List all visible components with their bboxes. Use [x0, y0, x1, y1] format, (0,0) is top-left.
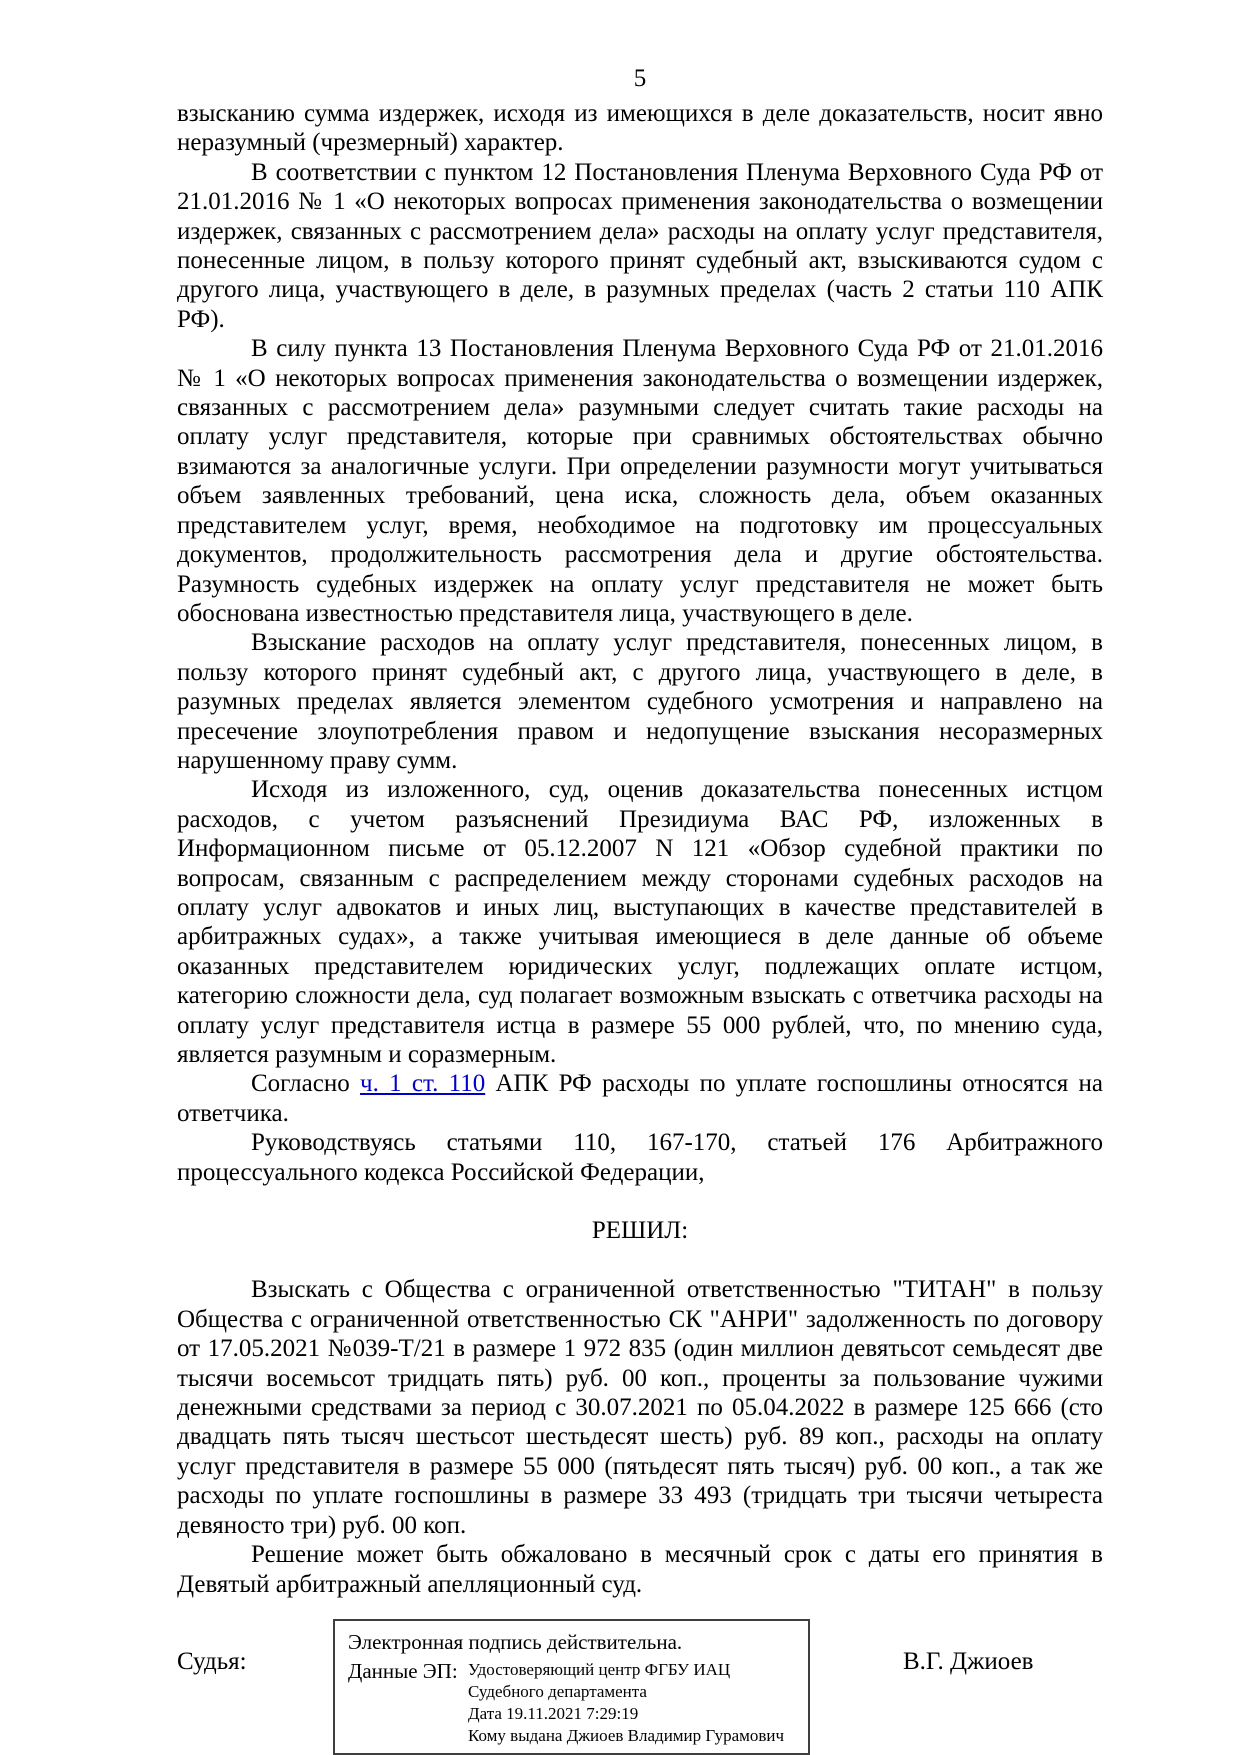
paragraph-costs-excessive: взысканию сумма издержек, исходя из имеющихся в деле доказательств, носит явно неразумный (чрезмерный) характер.	[177, 100, 1103, 157]
paragraph-resolution-award: Взыскать с Общества с ограниченной ответственностью "ТИТАН" в пользу Общества с ограниченной ответственностью СК "АНРИ" задолженность по договору от 17.05.2021 №039-Т/21 в размере 1 972 835 (один миллион девятьсот семьдесят две тысячи восемьсот тридцать пять) руб. 00 коп., проценты за пользование чужими денежными средствами за период с 30.07.2021 по 05.04.2022 в размере 125 666 (сто двадцать пять тысяч шестьсот шестьдесят шесть) руб. 89 коп., расходы на оплату услуг представителя в размере 55 000 (пятьдесят пять тысяч) руб. 00 коп., а так же расходы по уплате госпошлины в размере 33 493 (тридцать три тысячи четыреста девяносто три) руб. 00 коп.	[177, 1276, 1103, 1539]
paragraph-appeal-term: Решение может быть обжаловано в месячный срок с даты его принятия в Девятый арбитражный апелляционный суд.	[177, 1541, 1103, 1598]
statute-link-ch1-st110[interactable]: ч. 1 ст. 110	[360, 1070, 486, 1098]
paragraph-recovery-discretion: Взыскание расходов на оплату услуг представителя, понесенных лицом, в пользу которого принят судебный акт, с другого лица, участвующего в деле, в разумных пределах является элементом судебного усмотрения и направлено на пресечение злоупотребления правом и недопущение взыскания несоразмерных нарушенному праву сумм.	[177, 629, 1103, 774]
paragraph-statute-costs	[177, 1069, 1103, 1128]
stamp-details	[468, 1659, 798, 1747]
paragraph-plenum-point-12: В соответствии с пунктом 12 Постановления Пленума Верховного Суда РФ от 21.01.2016 № 1 «О некоторых вопросах применения законодательства о возмещении издержек, связанных с рассмотрением дела» расходы на оплату услуг представителя, понесенные лицом, в пользу которого принят судебный акт, взыскиваются судом с другого лица, участвующего в деле, в разумных пределах (часть 2 статьи 110 АПК РФ).	[177, 158, 1103, 333]
statute-paragraph-suffix: АПК РФ расходы по уплате госпошлины относятся на ответчика.	[177, 1070, 1103, 1127]
stamp-date: Дата 19.11.2021 7:29:19	[468, 1703, 639, 1723]
paragraph-guided-by: Руководствуясь статьями 110, 167-170, статьей 176 Арбитражного процессуального кодекса Российской Федерации,	[177, 1129, 1103, 1186]
paragraph-plenum-point-13: В силу пункта 13 Постановления Пленума Верховного Суда РФ от 21.01.2016 № 1 «О некоторых вопросах применения законодательства о возмещении издержек, связанных с рассмотрением дела» разумными следует считать такие расходы на оплату услуг представителя, которые при сравнимых обстоятельствах обычно взимаются за аналогичные услуги. При определении разумности могут учитываться объем заявленных требований, цена иска, сложность дела, объем оказанных представителем услуг, время, необходимое на подготовку им процессуальных документов, продолжительность рассмотрения дела и другие обстоятельства. Разумность судебных издержек на оплату услуг представителя не может быть обоснована известностью представителя лица, участвующего в деле.	[177, 335, 1103, 627]
judge-label: Судья:	[177, 1647, 247, 1675]
signature-block	[177, 1619, 1103, 1755]
page-number: 5	[633, 65, 647, 92]
stamp-data-row	[348, 1659, 800, 1747]
statute-paragraph-prefix: Согласно	[251, 1070, 361, 1098]
stamp-data-label: Данные ЭП:	[348, 1658, 458, 1683]
paragraph-court-assessment: Исходя из изложенного, суд, оценив доказательства понесенных истцом расходов, с учетом разъяснений Президиума ВАС РФ, изложенных в Информационном письме от 05.12.2007 N 121 «Обзор судебной практики по вопросам, связанным с распределением между сторонами судебных расходов на оплату услуг адвокатов и иных лиц, выступающих в качестве представителей в арбитражных судах», а также учитывая имеющиеся в деле данные об объеме оказанных представителем юридических услуг, подлежащих оплате истцом, категорию сложности дела, суд полагает возможным взыскать с ответчика расходы на оплату услуг представителя истца в размере 55 000 рублей, что, по мнению суда, является разумным и соразмерным.	[177, 776, 1103, 1068]
document-body	[177, 99, 1103, 1755]
resolution-heading: РЕШИЛ:	[591, 1217, 689, 1245]
stamp-certifying-center: Удостоверяющий центр ФГБУ ИАЦ Судебного департамента	[468, 1659, 731, 1701]
stamp-issued-to: Кому выдана Джиоев Владимир Гурамович	[468, 1725, 785, 1745]
stamp-validity-text: Электронная подпись действительна.	[348, 1629, 683, 1654]
electronic-signature-stamp	[333, 1619, 810, 1755]
judge-name: В.Г. Джиоев	[903, 1647, 1034, 1675]
